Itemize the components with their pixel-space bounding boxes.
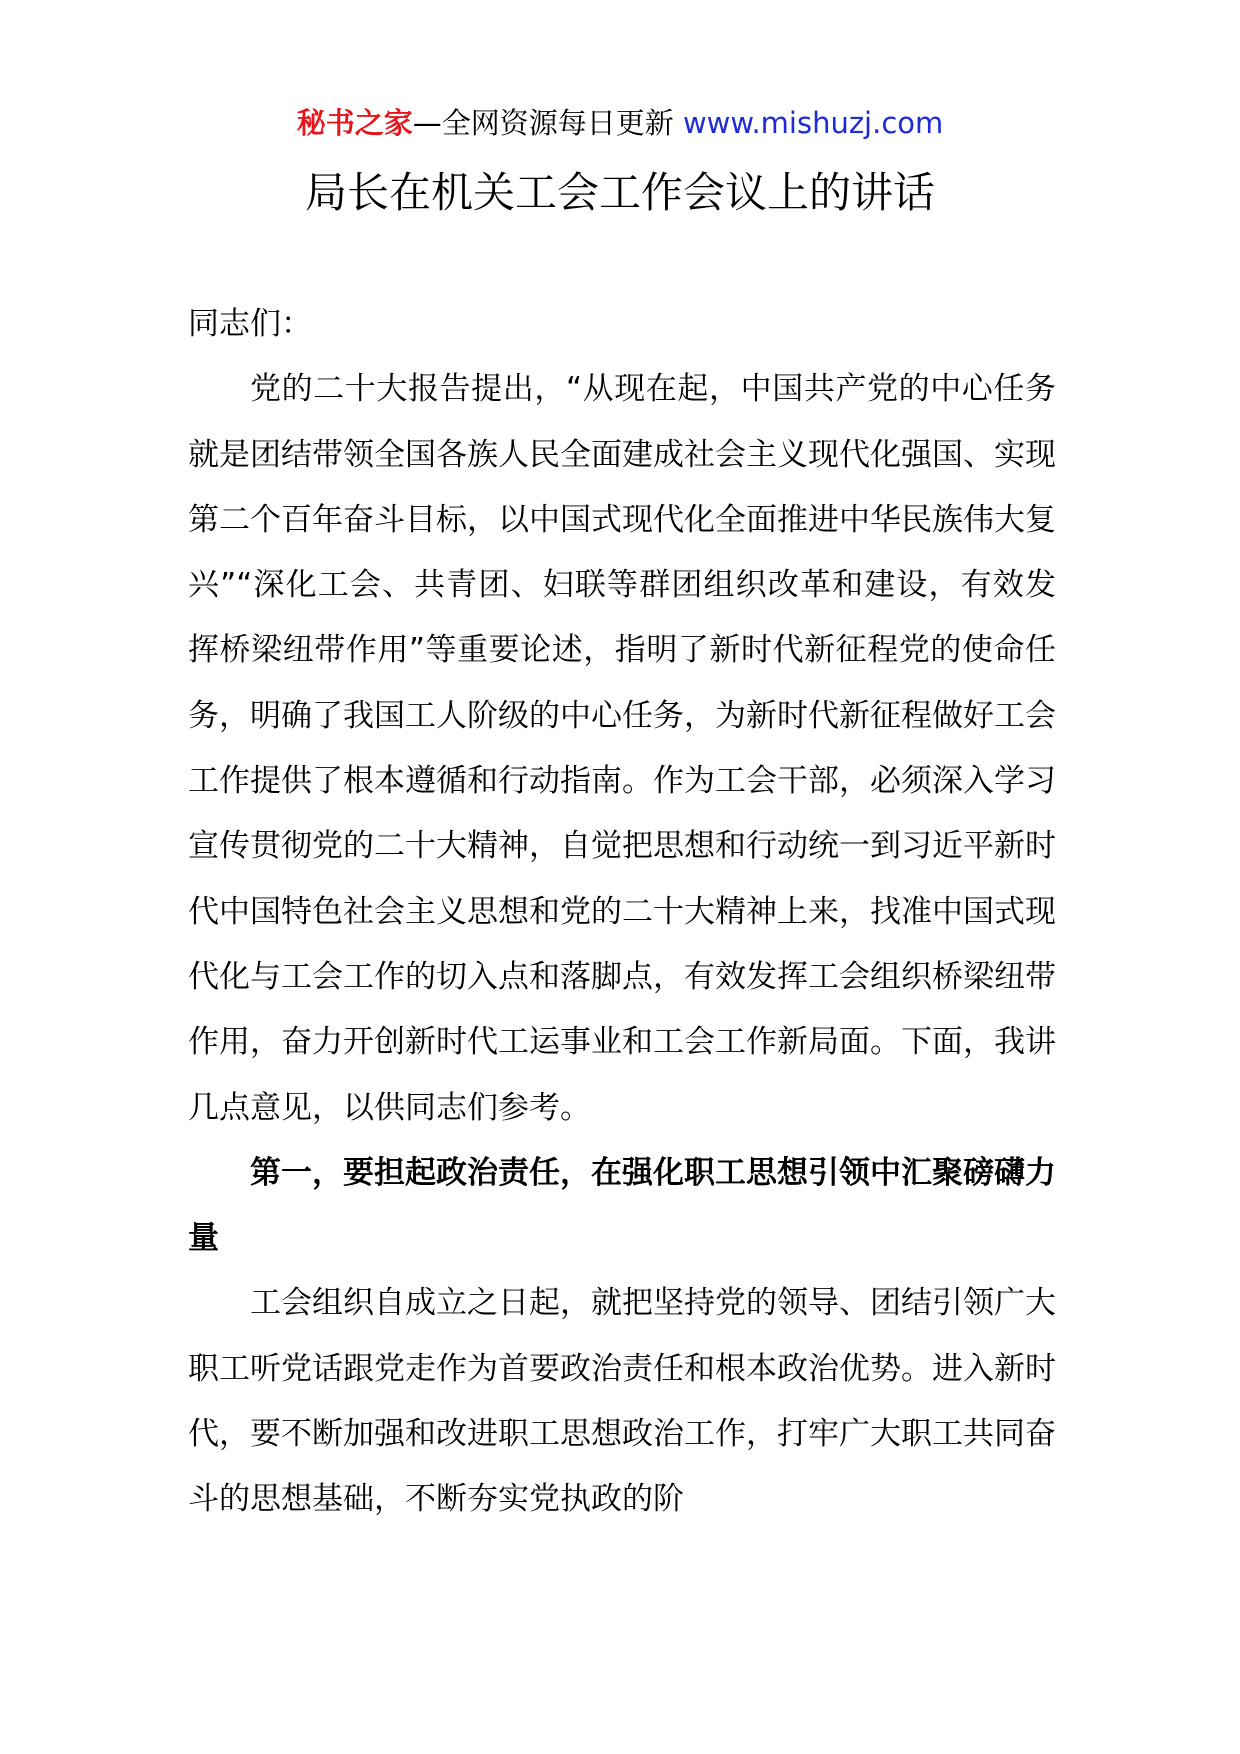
document-title: 局长在机关工会工作会议上的讲话 (304, 168, 935, 217)
section-heading-first: 第一，要担起政治责任，在强化职工思想引领中汇聚磅礴力量 (188, 1154, 1056, 1257)
site-brand: 秘书之家 (296, 106, 413, 140)
document-body (188, 292, 1056, 1533)
section-paragraph: 工会组织自成立之日起，就把坚持党的领导、团结引领广大职工听党话跟党走作为首要政治责任和根本政治优势。进入新时代，要不断加强和改进职工思想政治工作，打牢广大职工共同奋斗的思想基础，不断夯实党执政的阶 (188, 1285, 1056, 1518)
greeting: 同志们： (188, 306, 312, 342)
site-url-link[interactable]: www.mishuzj.com (682, 106, 944, 140)
site-tagline: —全网资源每日更新 (412, 106, 683, 140)
intro-paragraph: 党的二十大报告提出，“从现在起，中国共产党的中心任务就是团结带领全国各族人民全面建成社会主义现代化强国、实现第二个百年奋斗目标，以中国式现代化全面推进中华民族伟大复兴”“深化工会、共青团、妇联等群团组织改革和建设，有效发挥桥梁纽带作用”等重要论述，指明了新时代新征程党的使命任务，明确了我国工人阶级的中心任务，为新时代新征程做好工会工作提供了根本遵循和行动指南。作为工会干部，必须深入学习宣传贯彻党的二十大精神，自觉把思想和行动统一到习近平新时代中国特色社会主义思想和党的二十大精神上来，找准中国式现代化与工会工作的切入点和落脚点，有效发挥工会组织桥梁纽带作用，奋力开创新时代工运事业和工会工作新局面。下面，我讲几点意见，以供同志们参考。 (188, 371, 1056, 1126)
site-header (0, 100, 1240, 146)
